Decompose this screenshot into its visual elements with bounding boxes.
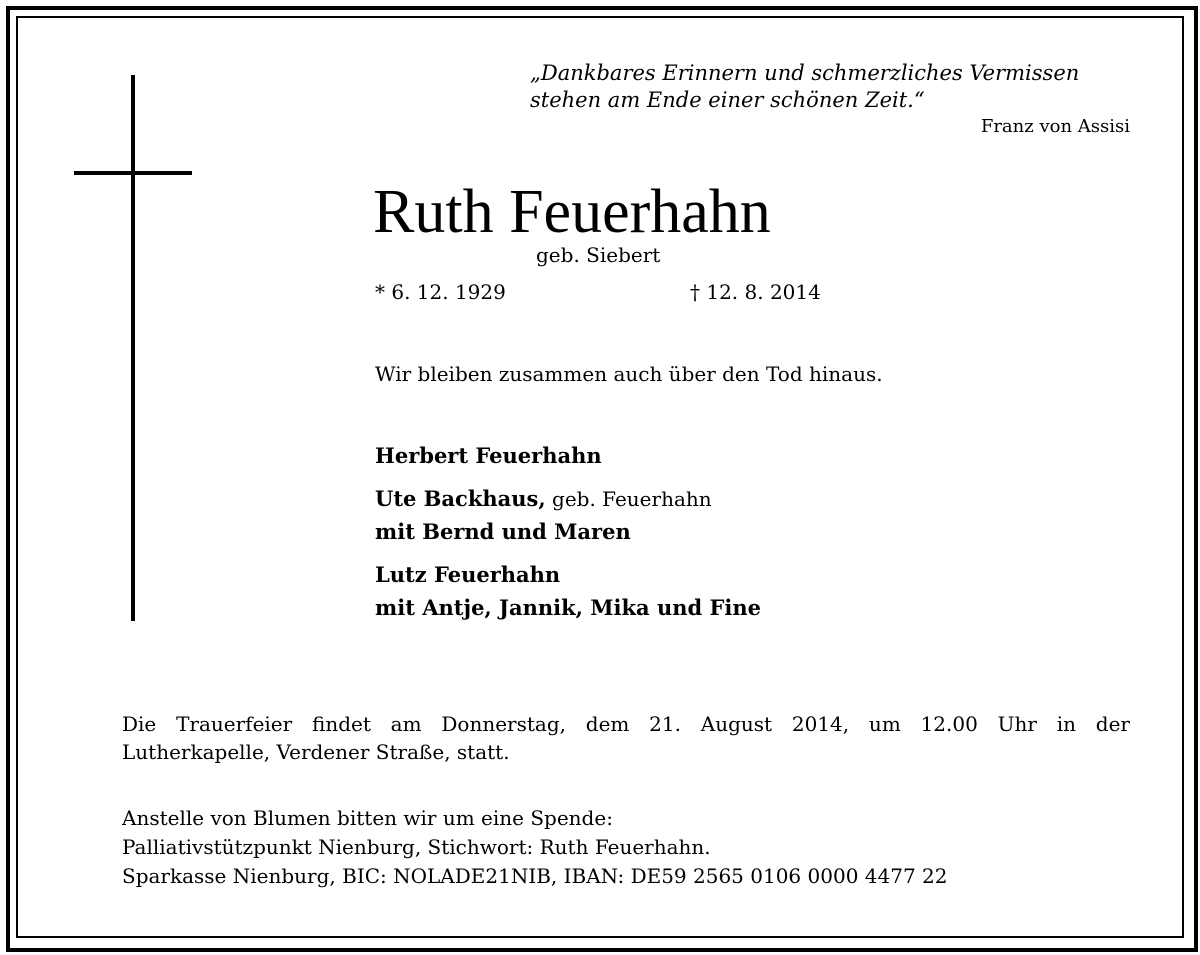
quote-line-1: „Dankbares Erinnern und schmerzliches Vermissen xyxy=(530,61,1080,85)
funeral-service-info xyxy=(122,710,1130,766)
family-lutz: Lutz Feuerhahn xyxy=(375,562,561,587)
family-ute-name: Ute Backhaus, xyxy=(375,486,546,511)
donation-line-2: Palliativstützpunkt Nienburg, Stichwort: Ruth Feuerhahn. xyxy=(122,835,711,859)
quote-line-2: stehen am Ende einer schönen Zeit.“ xyxy=(530,88,925,112)
donation-line-3: Sparkasse Nienburg, BIC: NOLADE21NIB, IBAN: DE59 2565 0106 0000 4477 22 xyxy=(122,864,948,888)
family-herbert: Herbert Feuerhahn xyxy=(375,443,602,468)
service-line-2: Lutherkapelle, Verdener Straße, statt. xyxy=(122,740,510,764)
maiden-name: geb. Siebert xyxy=(536,243,661,267)
family-ute-maiden: geb. Feuerhahn xyxy=(545,487,712,511)
inner-border xyxy=(16,16,1184,938)
death-date: † 12. 8. 2014 xyxy=(690,280,821,304)
donation-line-1: Anstelle von Blumen bitten wir um eine Spende: xyxy=(122,806,613,830)
family-ute xyxy=(375,485,712,513)
family-lutz-children: mit Antje, Jannik, Mika und Fine xyxy=(375,595,762,620)
donation-info xyxy=(122,804,947,891)
birth-date: * 6. 12. 1929 xyxy=(375,280,506,304)
family-ute-children: mit Bernd und Maren xyxy=(375,519,631,544)
service-line-1: Die Trauerfeier findet am Donnerstag, dem 21. August 2014, um 12.00 Uhr in der xyxy=(122,712,1130,736)
quote-author: Franz von Assisi xyxy=(980,116,1130,137)
quote xyxy=(530,60,1130,114)
deceased-name: Ruth Feuerhahn xyxy=(373,178,771,246)
motto: Wir bleiben zusammen auch über den Tod hinaus. xyxy=(375,362,883,386)
cross-icon-vertical xyxy=(131,75,135,621)
cross-icon-horizontal xyxy=(74,171,192,175)
